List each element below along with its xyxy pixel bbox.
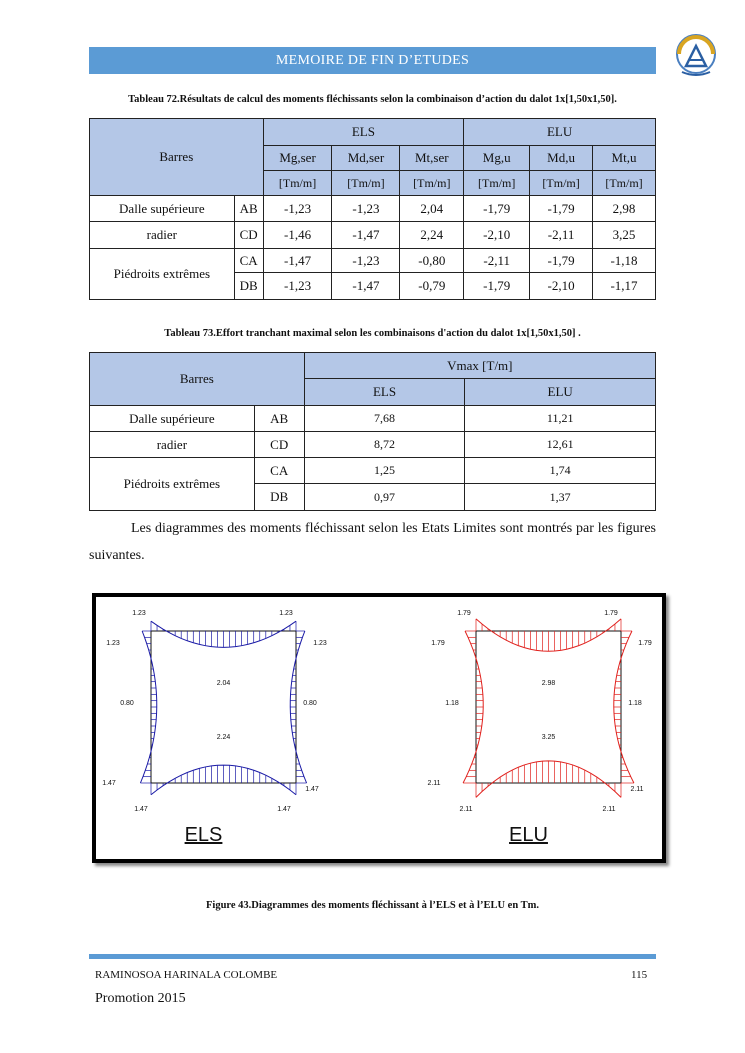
cell: -1,23 — [332, 196, 400, 222]
unit-cell: [Tm/m] — [464, 171, 530, 196]
table73-caption: Tableau 73.Effort tranchant maximal selon les combinaisons d'action du dalot 1x[1,50x1,50] . — [164, 328, 581, 339]
unit-cell: [Tm/m] — [400, 171, 464, 196]
cell: 12,61 — [465, 432, 656, 458]
row-name: Dalle supérieure — [90, 196, 235, 222]
cell: 11,21 — [465, 406, 656, 432]
subheader: Md,u — [530, 146, 593, 171]
cell: -0,80 — [400, 249, 464, 273]
cell: 2,04 — [400, 196, 464, 222]
subheader: Md,ser — [332, 146, 400, 171]
moment-label: 1.79 — [638, 640, 652, 647]
moment-diagrams-figure — [92, 593, 666, 863]
unit-cell: [Tm/m] — [263, 171, 332, 196]
table-row — [90, 458, 656, 484]
diagram-title: ELS — [184, 824, 223, 846]
cell: -1,47 — [332, 222, 400, 249]
cell: 3,25 — [593, 222, 656, 249]
cell: 1,25 — [304, 458, 465, 484]
document-header: MEMOIRE DE FIN D’ETUDES — [89, 47, 656, 74]
cell: -2,10 — [464, 222, 530, 249]
moment-label: 0.80 — [303, 700, 317, 707]
elu-group-header: ELU — [464, 119, 656, 146]
moment-label: 1.23 — [279, 610, 293, 617]
cell: -1,79 — [464, 273, 530, 300]
moment-label: 1.47 — [134, 806, 148, 813]
school-logo-icon — [672, 32, 720, 80]
moment-label: 2.24 — [216, 734, 231, 741]
cell: -0,79 — [400, 273, 464, 300]
unit-cell: [Tm/m] — [593, 171, 656, 196]
moment-label: 1.79 — [457, 610, 471, 617]
moment-label: 2.98 — [541, 680, 556, 687]
table72-caption: Tableau 72.Résultats de calcul des moments fléchissants selon la combinaison d’action du dalot 1x[1,50x1,50]. — [128, 94, 617, 105]
frame-outline — [151, 631, 296, 783]
table-row — [90, 406, 656, 432]
cell: -1,17 — [593, 273, 656, 300]
moment-label: 0.80 — [120, 700, 134, 707]
row-name: radier — [90, 432, 255, 458]
moment-label: 1.47 — [277, 806, 291, 813]
cell: 1,37 — [465, 484, 656, 511]
table-row — [90, 196, 656, 222]
page-number: 115 — [631, 969, 648, 981]
row-name: Piédroits extrêmes — [90, 458, 255, 511]
subheader: Mg,ser — [263, 146, 332, 171]
cell: -1,79 — [530, 249, 593, 273]
cell: -1,23 — [332, 249, 400, 273]
cell: -1,23 — [263, 196, 332, 222]
cell: 1,74 — [465, 458, 656, 484]
row-name: radier — [90, 222, 235, 249]
row-code: CA — [234, 249, 263, 273]
row-code: CA — [254, 458, 304, 484]
moment-label: 1.79 — [431, 640, 445, 647]
row-code: CD — [254, 432, 304, 458]
cell: -1,79 — [464, 196, 530, 222]
frame-outline — [476, 631, 621, 783]
subheader: Mt,u — [593, 146, 656, 171]
moment-label: 1.18 — [445, 700, 459, 707]
subheader: Mt,ser — [400, 146, 464, 171]
cell: 2,24 — [400, 222, 464, 249]
footer-band — [89, 954, 656, 959]
moment-diagrams-svg — [96, 597, 662, 859]
cell: -1,18 — [593, 249, 656, 273]
cell: -1,46 — [263, 222, 332, 249]
cell: -2,10 — [530, 273, 593, 300]
moment-label: 2.11 — [427, 780, 441, 787]
moment-label: 2.04 — [216, 680, 231, 687]
els-subheader: ELS — [304, 379, 465, 406]
moment-label: 1.23 — [106, 640, 120, 647]
moment-label: 2.11 — [602, 806, 616, 813]
moment-label: 1.47 — [102, 780, 116, 787]
vmax-header: Vmax [T/m] — [304, 353, 655, 379]
table-row — [90, 432, 656, 458]
barres-header: Barres — [90, 353, 305, 406]
barres-header: Barres — [90, 119, 264, 196]
cell: 7,68 — [304, 406, 465, 432]
cell: 8,72 — [304, 432, 465, 458]
cell: -2,11 — [530, 222, 593, 249]
moment-label: 1.23 — [313, 640, 327, 647]
cell: -2,11 — [464, 249, 530, 273]
row-name: Piédroits extrêmes — [90, 249, 235, 300]
diagram-title: ELU — [509, 824, 548, 846]
unit-cell: [Tm/m] — [332, 171, 400, 196]
moment-label: 2.11 — [630, 786, 644, 793]
cell: -1,47 — [332, 273, 400, 300]
moment-label: 1.79 — [604, 610, 618, 617]
figure43-caption: Figure 43.Diagrammes des moments fléchissant à l’ELS et à l’ELU en Tm. — [206, 900, 539, 911]
cell: -1,23 — [263, 273, 332, 300]
moments-table — [89, 118, 656, 300]
row-code: DB — [254, 484, 304, 511]
row-code: AB — [254, 406, 304, 432]
cell: -1,79 — [530, 196, 593, 222]
els-group-header: ELS — [263, 119, 464, 146]
moment-label: 1.23 — [132, 610, 146, 617]
moment-label: 3.25 — [541, 734, 556, 741]
moment-label: 1.18 — [628, 700, 642, 707]
table-row — [90, 249, 656, 273]
moment-label: 2.11 — [459, 806, 473, 813]
moment-label: 1.47 — [305, 786, 319, 793]
table-row — [90, 222, 656, 249]
subheader: Mg,u — [464, 146, 530, 171]
footer-promotion: Promotion 2015 — [95, 991, 186, 1006]
elu-subheader: ELU — [465, 379, 656, 406]
cell: 0,97 — [304, 484, 465, 511]
shear-table — [89, 352, 656, 511]
row-code: DB — [234, 273, 263, 300]
footer-author: RAMINOSOA HARINALA COLOMBE — [95, 969, 278, 981]
body-paragraph: Les diagrammes des moments fléchissant selon les Etats Limites sont montrés par les figures suivantes. — [89, 521, 656, 563]
row-code: AB — [234, 196, 263, 222]
cell: -1,47 — [263, 249, 332, 273]
row-name: Dalle supérieure — [90, 406, 255, 432]
row-code: CD — [234, 222, 263, 249]
cell: 2,98 — [593, 196, 656, 222]
unit-cell: [Tm/m] — [530, 171, 593, 196]
